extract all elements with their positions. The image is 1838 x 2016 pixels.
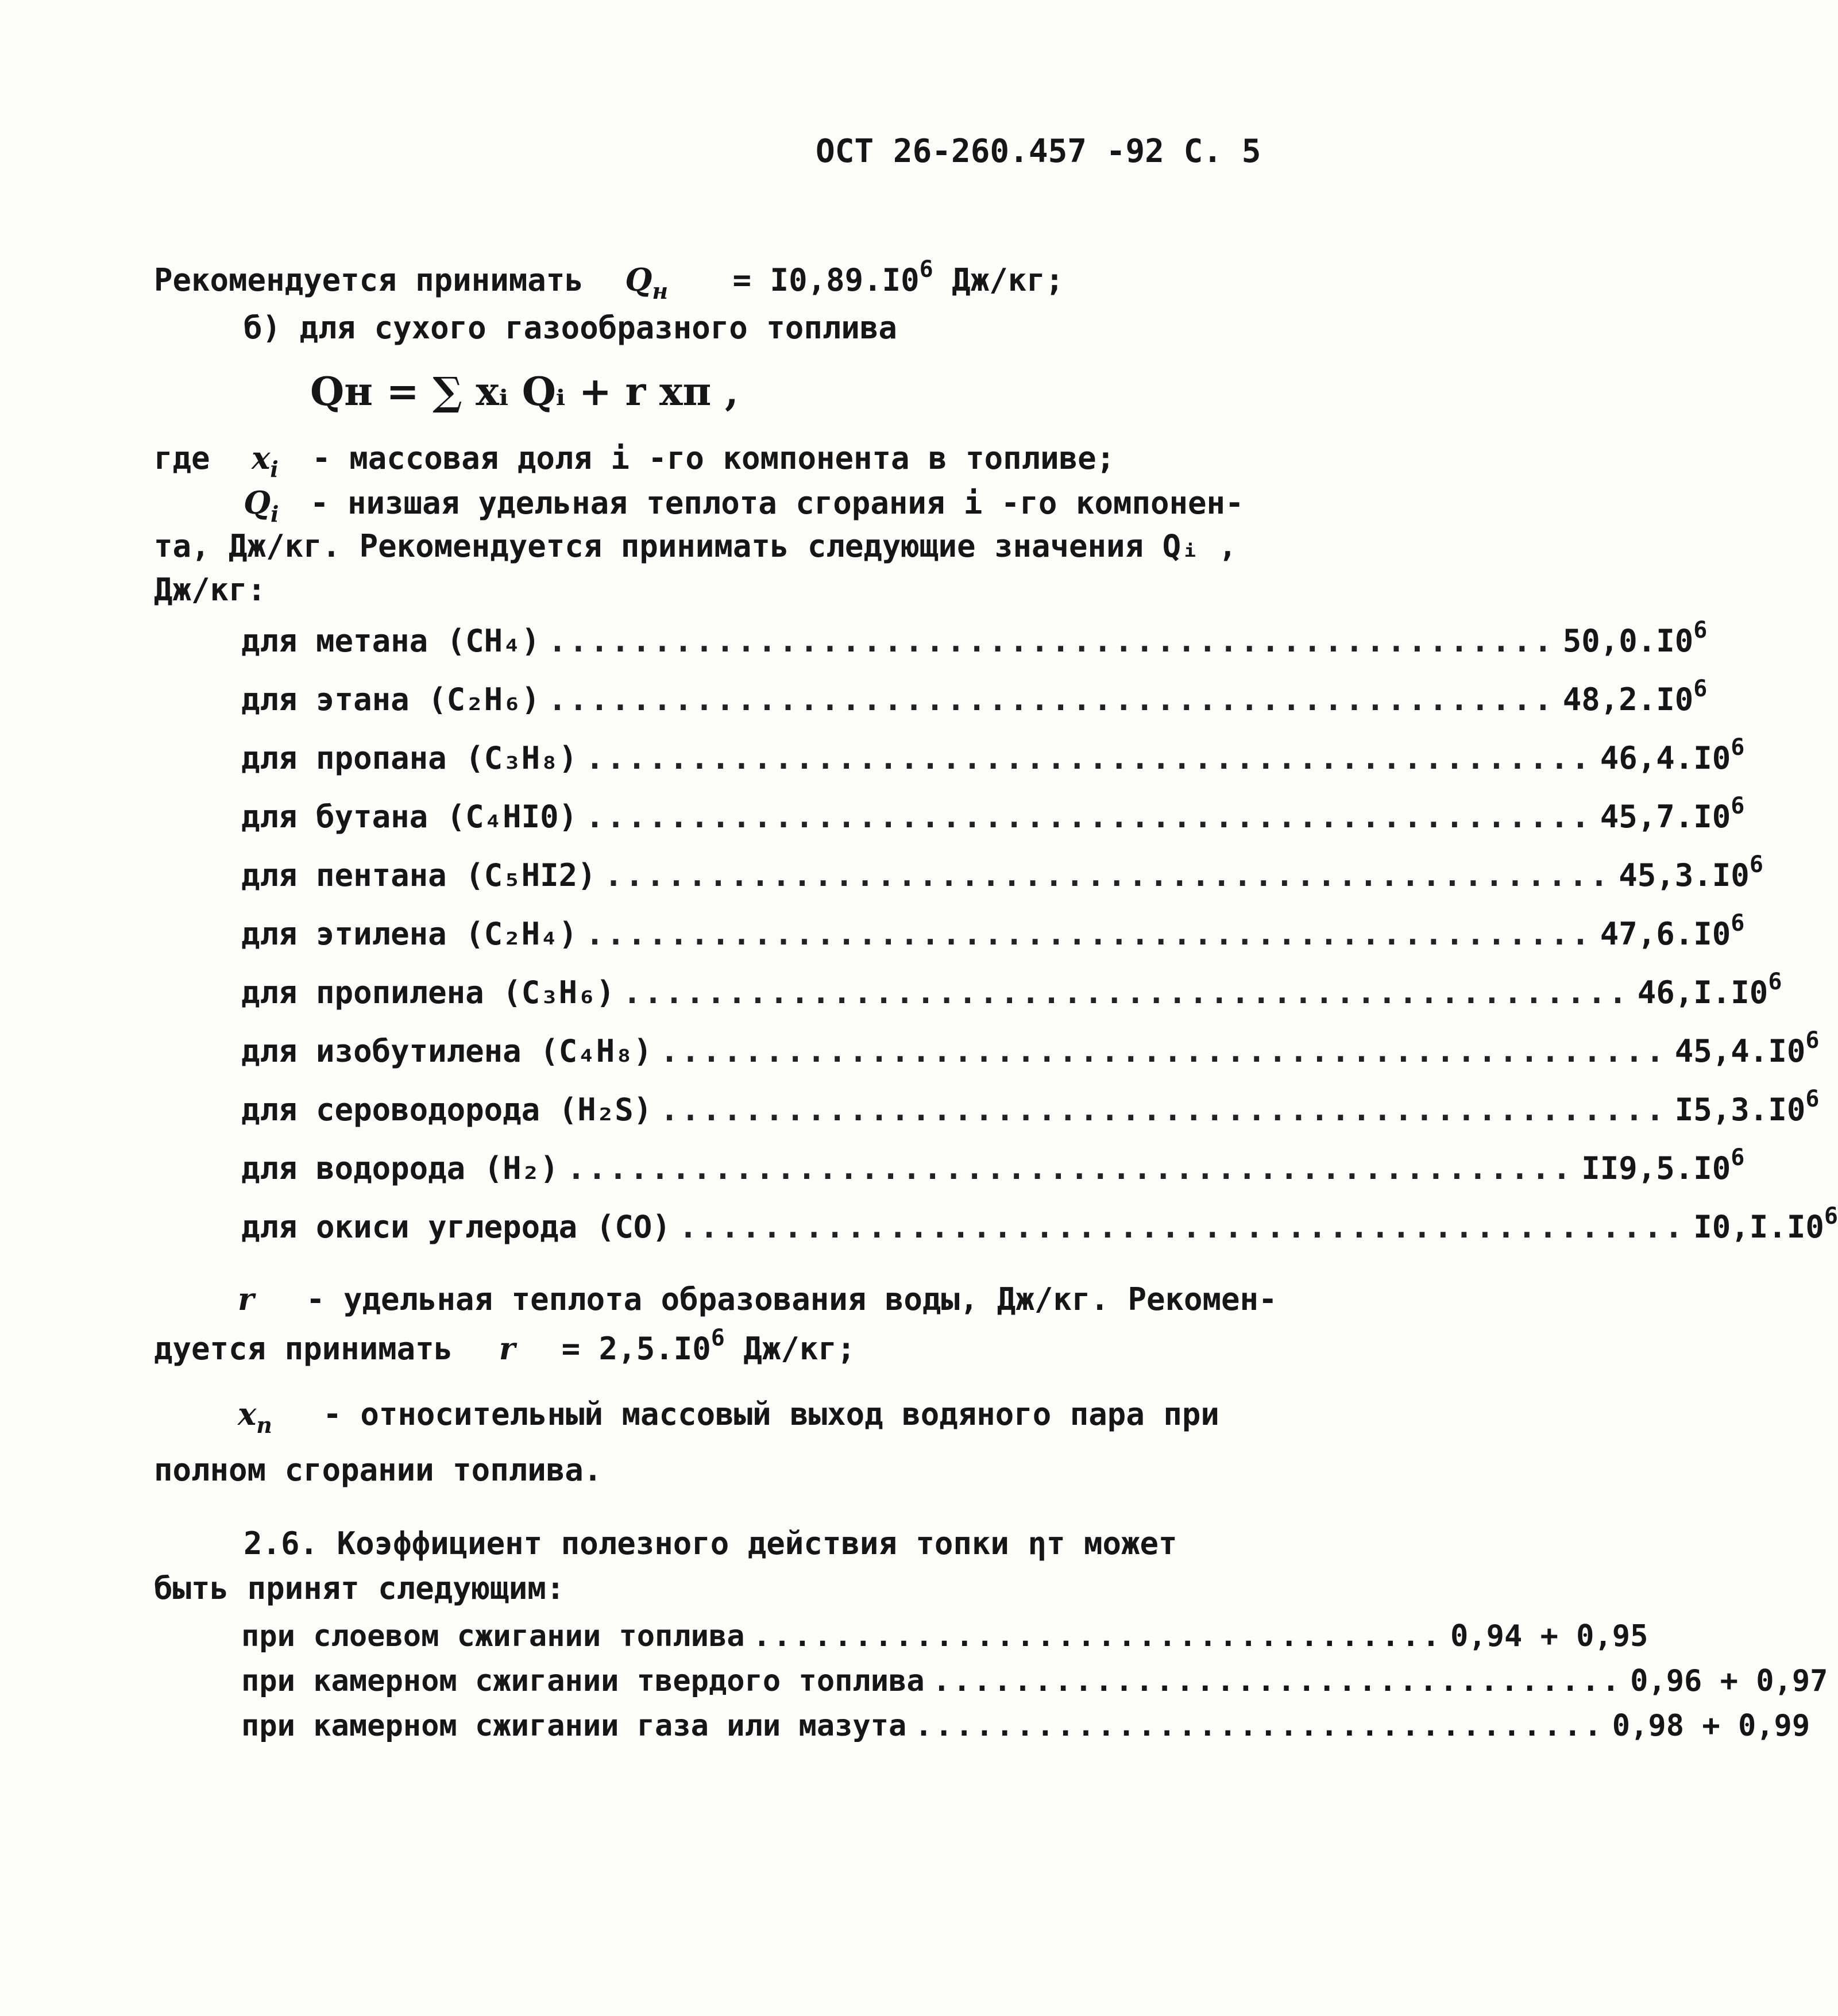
where-x-line: где $x_i$ - массовая доля i -го компонента в топливе; [154, 440, 1115, 482]
where-q-line-3: Дж/кг: [154, 572, 267, 608]
component-row: для сероводорода (H₂S) ................................................ $I5,3.I0^6$ [241, 1086, 1820, 1128]
recommend-prefix: Рекомендуется принимать [154, 262, 584, 298]
document-header-code: ОСТ 26-260.457 -92 С. 5 [816, 133, 1261, 170]
component-row: для этилена (C₂H₄) ................................................ $47,6.I0^6$ [241, 910, 1745, 952]
section-2-6-line-1: 2.6. Коэффициент полезного действия топки ηт может [244, 1525, 1177, 1562]
section-2-6-line-2: быть принят следующим: [154, 1570, 565, 1606]
component-row: для бутана (C₄HI0) ................................................ $45,7.I0^6$ [241, 793, 1745, 835]
xp-definition-line-1: $x_п$ - относительный массовый выход водяного пара при [238, 1396, 1219, 1438]
component-row: для этана (C₂H₆) ................................................ $48,2.I0^6$ [241, 676, 1708, 718]
efficiency-row: при камерном сжигании газа или мазута .................................. 0,98 + 0,99 [241, 1709, 1810, 1743]
component-row: для водорода (H₂) ................................................ $II9,5.I0^6$ [241, 1144, 1745, 1186]
component-row: для пентана (C₅HI2) ................................................ $45,3.I0^6$ [241, 851, 1763, 893]
where-q-line-2: та, Дж/кг. Рекомендуется принимать следующие значения Qᵢ , [154, 528, 1237, 564]
recommend-line [154, 256, 1064, 304]
efficiency-row: при камерном сжигании твердого топлива .................................. 0,96 + 0,97 [241, 1664, 1828, 1698]
component-row: для метана (CH₄) ................................................ $50,0.I0^6$ [241, 617, 1708, 659]
q-symbol: $Q_н$ [625, 261, 669, 304]
xp-definition-line-2: полном сгорании топлива. [154, 1452, 603, 1488]
efficiency-row: при слоевом сжигании топлива .................................. 0,94 + 0,95 [241, 1619, 1648, 1653]
component-row: для пропана (C₃H₈) ................................................ $46,4.I0^6$ [241, 734, 1745, 776]
r-definition-line-1: r - удельная теплота образования воды, Дж/кг. Рекомен- [238, 1281, 1277, 1317]
component-row: для изобутилена (C₄H₈) ................................................ $45,4.I0^6$ [241, 1027, 1820, 1069]
recommend-value: = $I0,89.I0^6$ Дж/кг; [732, 256, 1064, 298]
component-row: для пропилена (C₃H₆) ................................................ $46,I.I0^6$ [241, 969, 1782, 1011]
component-row: для окиси углерода (CO) ................................................ $I0,I.I0^6$ [241, 1203, 1838, 1245]
where-q-line: $Q_i$ - низшая удельная теплота сгорания i -го компонен- [244, 484, 1244, 527]
r-definition-line-2: дуется принимать $r = 2,5.I0^6$ Дж/кг; [154, 1325, 856, 1367]
item-b-heading: б) для сухого газообразного топлива [244, 310, 897, 346]
formula-heat-value: Qн = ∑ xᵢ Qᵢ + r xп , [310, 369, 739, 415]
